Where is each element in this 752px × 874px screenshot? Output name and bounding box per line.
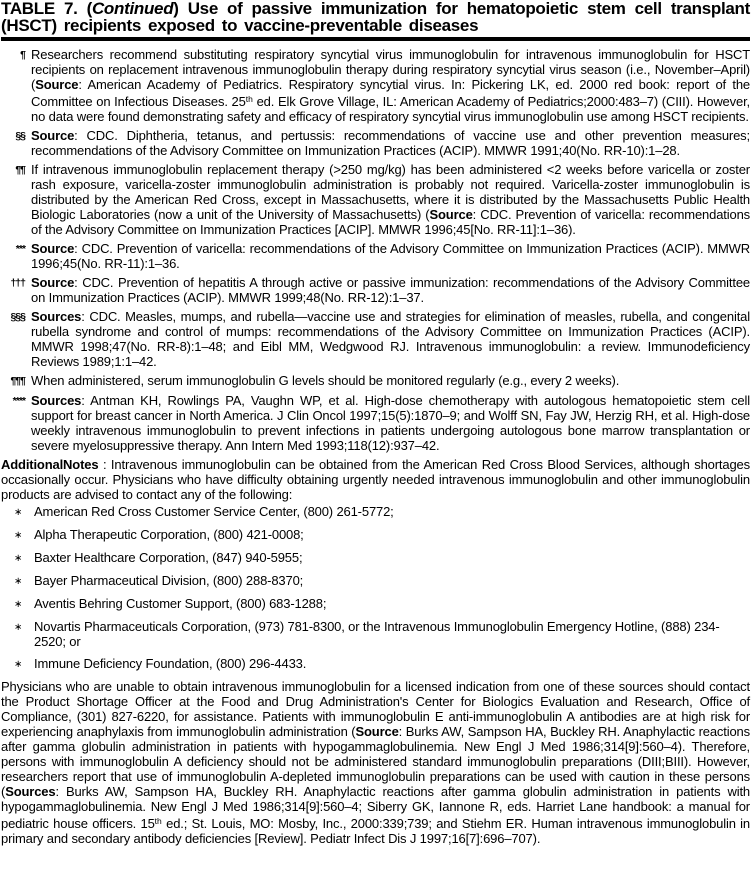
source-label: Sources xyxy=(31,309,82,324)
contact-text: American Red Cross Customer Service Center, (800) 261-5772; xyxy=(34,504,394,519)
footnote-text xyxy=(31,47,750,124)
footnote-marker: **** xyxy=(12,395,25,407)
footnote-marker: §§ xyxy=(15,130,25,142)
footnote-row xyxy=(1,162,750,237)
bullet-star-icon: ∗ xyxy=(14,576,23,587)
title-divider xyxy=(1,37,750,41)
source-label: Source xyxy=(31,275,75,290)
footnote-row xyxy=(1,309,750,369)
table-title-prefix: TABLE 7. ( xyxy=(1,0,92,18)
source-label: Source xyxy=(31,241,75,256)
footnote-marker: §§§ xyxy=(10,311,25,323)
contact-text: Bayer Pharmaceutical Division, (800) 288-8370; xyxy=(34,573,304,588)
superscript-ordinal: th xyxy=(245,94,253,104)
source-label: Source xyxy=(355,724,399,739)
table-title xyxy=(1,1,750,34)
footnote-marker: ¶¶ xyxy=(15,164,25,176)
footnote-text-segment: When administered, serum immunoglobulin G levels should be monitored regularly (e.g., every 2 weeks). xyxy=(31,373,620,388)
bullet-star-icon: ∗ xyxy=(14,553,23,564)
closing-text-segment: Physicians who are unable to obtain intravenous immunoglobulin for a licensed indication from one of these sources should contact the Product Shortage Officer at the Food and Drug Administration's Center for Biologics Evaluation and Research, Office of Compliance, (301) 827-6220, for assistance. Patients with immunoglobulin E anti-immunoglobulin A antibodies are at high risk for experiencing anaphylaxis from immunoglobulin administration ( xyxy=(1,679,750,739)
list-item xyxy=(1,504,750,520)
bullet-star-icon: ∗ xyxy=(14,599,23,610)
superscript-ordinal: th xyxy=(154,816,162,826)
list-item xyxy=(1,596,750,612)
list-item xyxy=(1,527,750,543)
footnote-text-segment: : CDC. Measles, mumps, and rubella—vaccine use and strategies for elimination of measles, rubella, and congenital rubella syndrome and control of mumps: recommendations of the Advisory Committee on Immunization Practices (ACIP). MMWR 1998;47(No. RR-8):1–48; and Eibl MM, Wedgwood RJ. Intravenous immunoglobulin: a review. Immunodeficiency Reviews 1989;1:1–42. xyxy=(31,309,750,369)
contact-list xyxy=(1,504,750,672)
footnote-text-segment: If intravenous immunoglobulin replacement therapy (>250 mg/kg) has been administered <2 weeks before varicella or zoster rash exposure, varicella-zoster immunoglobulin administration is probably not required. Varicella-zoster immunoglobulin is distributed by the American Red Cross, except in Massachusetts, where it is distributed by the Massachusetts Public Health Biologic Laboratories (now a unit of the University of Massachusetts) ( xyxy=(31,162,750,222)
closing-text-segment: : Burks AW, Sampson HA, Buckley RH. Anaphylactic reactions after gamma globulin administration in patients with hypogammaglobulinemia. New Engl J Med 1986;314[9]:560–4; Siberry GK, Iannone R, eds. Harriet Lane handbook: a manual for pediatric house officers. 15 xyxy=(1,784,750,831)
source-label: Source xyxy=(429,207,473,222)
source-label: Source xyxy=(35,77,79,92)
source-label: Source xyxy=(31,128,75,143)
footnote-text-segment: : American Academy of Pediatrics. Respiratory syncytial virus. In: Pickering LK, ed. 2000 red book: report of the Committee on Infectious Diseases. 25 xyxy=(31,77,750,109)
source-label: Sources xyxy=(5,784,56,799)
footnote-row xyxy=(1,393,750,453)
additional-notes xyxy=(1,457,750,502)
table-title-continued: Continued xyxy=(91,0,174,18)
list-item xyxy=(1,550,750,566)
footnote-row xyxy=(1,241,750,271)
footnote-row xyxy=(1,128,750,158)
footnote-text-segment: : CDC. Prevention of hepatitis A through active or passive immunization: recommendations of the Advisory Committee on Immunization Practices (ACIP). MMWR 1999;48(No. RR-12):1–37. xyxy=(31,275,750,305)
footnote-text-segment: : Antman KH, Rowlings PA, Vaughn WP, et al. High-dose chemotherapy with autologous hematopoietic stem cell support for breast cancer in North America. J Clin Oncol 1997;15(5):1870–9; and Wolff SN, Fay JW, Herzig RH, et al. High-dose weekly intravenous immunoglobulin to prevent infections in patients undergoing autologous bone marrow transplantation or severe myelosuppressive therapy. Ann Intern Med 1993;118(12):937–42. xyxy=(31,393,750,453)
footnote-list xyxy=(1,47,750,453)
contact-text: Immune Deficiency Foundation, (800) 296-4433. xyxy=(34,656,307,671)
footnote-marker: *** xyxy=(15,243,25,255)
closing-paragraph xyxy=(1,679,750,846)
contact-text: Aventis Behring Customer Support, (800) 683-1288; xyxy=(34,596,327,611)
footnote-marker: ¶¶¶ xyxy=(10,375,25,387)
footnote-row xyxy=(1,373,750,389)
bullet-star-icon: ∗ xyxy=(14,507,23,518)
footnote-text-segment: : CDC. Diphtheria, tetanus, and pertussis: recommendations of vaccine use and other prevention measures; recommendations of the Advisory Committee on Immunization Practices (ACIP). MMWR 1991;40(No. RR-10):1–28. xyxy=(31,128,750,158)
closing-text-segment: ed.; St. Louis, MO: Mosby, Inc., 2000:339;739; and Stiehm ER. Human intravenous immunoglobulin in primary and secondary antibody deficiencies [Review]. Pediatr Infect Dis J 1997;16[7]:696–707). xyxy=(1,816,750,846)
footnote-marker: ¶ xyxy=(20,49,25,61)
footnote-text xyxy=(31,241,750,271)
footnote-text-segment: : CDC. Prevention of varicella: recommendations of the Advisory Committee on Immunization Practices [ACIP]. MMWR 1996;45[No. RR-11]:1–36). xyxy=(31,207,751,237)
footnote-text xyxy=(31,128,750,158)
contact-text: Alpha Therapeutic Corporation, (800) 421-0008; xyxy=(34,527,304,542)
footnote-text-segment: : CDC. Prevention of varicella: recommendations of the Advisory Committee on Immunization Practices (ACIP). MMWR 1996;45(No. RR-11):1–36. xyxy=(31,241,750,271)
closing-text-segment: : Burks AW, Sampson HA, Buckley RH. Anaphylactic reactions after gamma globulin administration in patients with hypogammaglobulinemia. New Engl J Med 1986;314[9]:560–4). Therefore, persons with immunoglobulin A deficiency should not be administered standard immunoglobulin preparations (DIII;BIII). However, researchers report that use of immunoglobulin A-depleted immunoglobulin preparations can be used with caution in these persons ( xyxy=(1,724,750,799)
bullet-star-icon: ∗ xyxy=(14,659,23,670)
table-title-suffix: ) Use of passive immunization for hematopoietic stem cell transplant (HSCT) recipients exposed to vaccine-preventable diseases xyxy=(1,0,751,35)
footnote-row xyxy=(1,47,750,124)
footnote-marker: ††† xyxy=(10,277,25,289)
footnote-text-segment: ed. Elk Grove Village, IL: American Academy of Pediatrics;2000:483–7) (CIII). However, no data were found demonstrating safety and efficacy of respiratory syncytial virus immunoglobulin use among HSCT recipients. xyxy=(31,94,750,124)
source-label: Sources xyxy=(31,393,82,408)
footnote-text xyxy=(31,393,750,453)
bullet-star-icon: ∗ xyxy=(14,530,23,541)
contact-text: Baxter Healthcare Corporation, (847) 940-5955; xyxy=(34,550,303,565)
list-item xyxy=(1,573,750,589)
footnote-text-segment: Researchers recommend substituting respiratory syncytial virus immunoglobulin for intravenous immunoglobulin for HSCT recipients on replacement intravenous immunoglobulin therapy during respiratory syncytial virus season (i.e., November–April) ( xyxy=(31,47,750,92)
footnote-text xyxy=(31,275,750,305)
additional-notes-text: : Intravenous immunoglobulin can be obtained from the American Red Cross Blood Services, although shortages occasionally occur. Physicians who have difficulty obtaining urgently needed intravenous immunoglobulin and other immunoglobulin products are advised to contact any of the following: xyxy=(1,457,750,502)
contact-text: Novartis Pharmaceuticals Corporation, (973) 781-8300, or the Intravenous Immunoglobulin Emergency Hotline, (888) 234-2520; or xyxy=(34,619,720,649)
footnote-row xyxy=(1,275,750,305)
list-item xyxy=(1,656,750,672)
bullet-star-icon: ∗ xyxy=(14,622,23,633)
footnote-text xyxy=(31,373,750,389)
additional-notes-label: AdditionalNotes xyxy=(1,457,99,472)
footnote-text xyxy=(31,162,750,237)
footnote-text xyxy=(31,309,750,369)
list-item xyxy=(1,619,750,649)
